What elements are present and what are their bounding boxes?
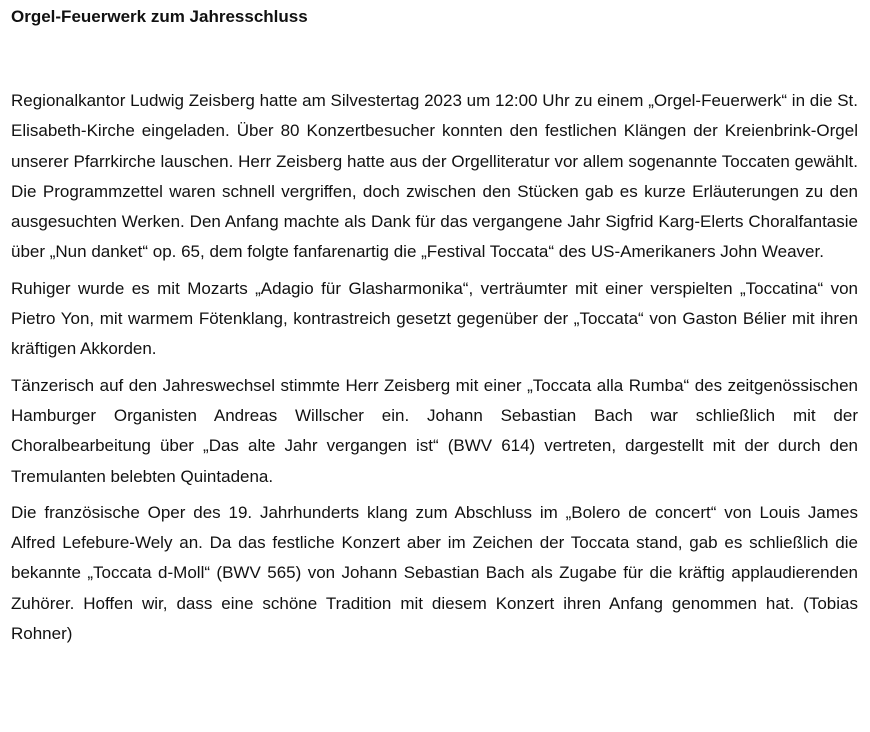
paragraph-concert-intro: Regionalkantor Ludwig Zeisberg hatte am Silvestertag 2023 um 12:00 Uhr zu einem „Orgel-Feuerwerk“ in die St. Elisabeth-Kirche eingeladen. Über 80 Konzertbesucher konnten den festlichen Klängen der Kreienbrink-Orgel unserer Pfarrkirche lauschen. Herr Zeisberg hatte aus der Orgelliteratur vor allem sogenannte Toccaten gewählt. Die Programmzettel waren schnell vergriffen, doch zwischen den Stücken gab es kurze Erläuterungen zu den ausgesuchten Werken. Den Anfang machte als Dank für das vergangene Jahr Sigfrid Karg-Elerts Choralfantasie über „Nun danket“ op. 65, dem folgte fanfarenartig die „Festival Toccata“ des US-Amerikaners John Weaver.: [11, 91, 858, 262]
document-body: [11, 5, 858, 649]
paragraph-finale: Die französische Oper des 19. Jahrhunderts klang zum Abschluss im „Bolero de concert“ von Louis James Alfred Lefebure-Wely an. Da das festliche Konzert aber im Zeichen der Toccata stand, gab es schließlich die bekannte „Toccata d-Moll“ (BWV 565) von Johann Sebastian Bach als Zugabe für die kräftig applaudierenden Zuhörer. Hoffen wir, dass eine schöne Tradition mit diesem Konzert ihren Anfang genommen hat. (Tobias Rohner): [11, 502, 858, 644]
article-title: Orgel-Feuerwerk zum Jahresschluss: [11, 7, 308, 26]
paragraph-calmer-pieces: Ruhiger wurde es mit Mozarts „Adagio für Glasharmonika“, verträumter mit einer verspielten „Toccatina“ von Pietro Yon, mit warmem Fötenklang, kontrastreich gesetzt gegenüber der „Toccata“ von Gaston Bélier mit ihren kräftigen Akkorden.: [11, 278, 858, 359]
paragraph-new-year-dance: Tänzerisch auf den Jahreswechsel stimmte Herr Zeisberg mit einer „Toccata alla Rumba“ des zeitgenössischen Hamburger Organisten Andreas Willscher ein. Johann Sebastian Bach war schließlich mit der Choralbearbeitung über „Das alte Jahr vergangen ist“ (BWV 614) vertreten, dargestellt mit der durch den Tremulanten belebten Quintadena.: [11, 375, 858, 486]
